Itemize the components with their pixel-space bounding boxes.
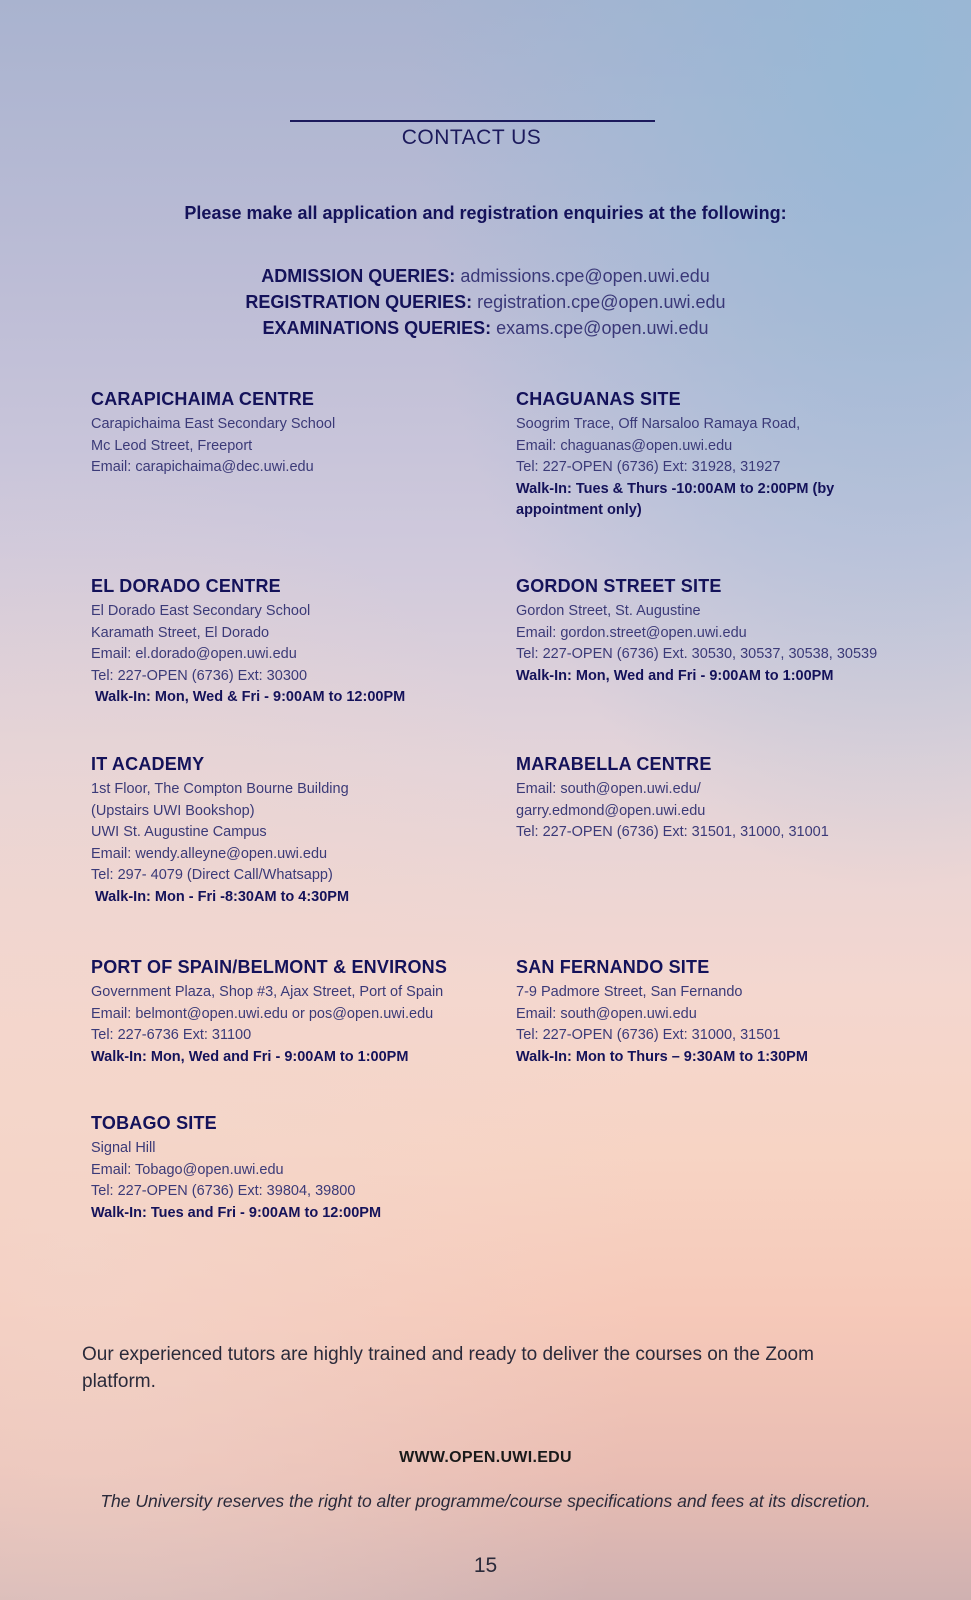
centre-phone: Tel: 227-6736 Ext: 31100 <box>91 1027 252 1043</box>
centre-phone: Tel: 227-OPEN (6736) Ext: 31501, 31000, 31001 <box>516 824 829 840</box>
centre-address: 7-9 Padmore Street, San Fernando <box>516 984 743 1000</box>
centre-eldorado <box>91 576 491 708</box>
disclaimer-text: The University reserves the right to alter programme/course specifications and fees at its discretion. <box>100 1491 871 1511</box>
query-examinations <box>0 315 971 341</box>
centre-title: MARABELLA CENTRE <box>516 754 712 774</box>
centre-email: Email: el.dorado@open.uwi.edu <box>91 646 297 662</box>
centre-phone: Tel: 227-OPEN (6736) Ext: 31928, 31927 <box>516 459 781 475</box>
query-admission <box>0 263 971 289</box>
query-registration <box>0 289 971 315</box>
heading-rule <box>290 120 655 122</box>
centre-address: Karamath Street, El Dorado <box>91 624 270 641</box>
centre-title: GORDON STREET SITE <box>516 576 722 596</box>
page-title: CONTACT US <box>401 126 542 149</box>
centre-address: Gordon Street, St. Augustine <box>516 603 701 619</box>
centre-address: Signal Hill <box>91 1140 156 1156</box>
centre-title: EL DORADO CENTRE <box>91 576 281 596</box>
centre-email: Email: carapichaima@dec.uwi.edu <box>91 459 314 475</box>
centre-tobago <box>91 1113 491 1224</box>
queries-list <box>0 263 971 341</box>
centre-title: TOBAGO SITE <box>91 1113 217 1133</box>
centre-email: Email: belmont@open.uwi.edu or pos@open.uwi.edu <box>91 1005 434 1022</box>
centre-marabella <box>516 754 916 844</box>
centre-address: El Dorado East Secondary School <box>91 603 311 619</box>
centre-title: SAN FERNANDO SITE <box>516 957 710 977</box>
centre-walkin: Walk-In: Mon - Fri -8:30AM to 4:30PM <box>91 888 350 905</box>
query-label: REGISTRATION QUERIES: <box>245 292 473 312</box>
page-number: 15 <box>473 1554 498 1577</box>
centre-email: Email: south@open.uwi.edu/ <box>516 781 701 797</box>
centre-email: garry.edmond@open.uwi.edu <box>516 802 706 819</box>
centre-title: IT ACADEMY <box>91 754 205 774</box>
centre-san-fernando <box>516 957 916 1068</box>
centre-walkin: Walk-In: Mon, Wed & Fri - 9:00AM to 12:00PM <box>91 689 406 705</box>
query-email[interactable]: admissions.cpe@open.uwi.edu <box>460 266 710 286</box>
centre-email: Email: Tobago@open.uwi.edu <box>91 1161 284 1178</box>
centre-walkin: Walk-In: Mon to Thurs – 9:30AM to 1:30PM <box>516 1048 808 1065</box>
centre-chaguanas <box>516 389 916 521</box>
centre-phone: Tel: 227-OPEN (6736) Ext. 30530, 30537, 30538, 30539 <box>516 646 878 662</box>
query-label: EXAMINATIONS QUERIES: <box>262 318 492 338</box>
centre-gordon-street <box>516 576 956 687</box>
centre-email: Email: gordon.street@open.uwi.edu <box>516 624 747 641</box>
intro-text: Please make all application and registration enquiries at the following: <box>184 203 787 223</box>
centre-address: Mc Leod Street, Freeport <box>91 437 253 454</box>
centre-address: (Upstairs UWI Bookshop) <box>91 802 255 819</box>
tutors-paragraph: Our experienced tutors are highly trained and ready to deliver the courses on the Zoom platform. <box>82 1344 814 1392</box>
centre-walkin: Walk-In: Tues & Thurs -10:00AM to 2:00PM (by appointment only) <box>516 480 835 518</box>
centre-title: PORT OF SPAIN/BELMONT & ENVIRONS <box>91 957 448 977</box>
centre-address: 1st Floor, The Compton Bourne Building <box>91 781 349 797</box>
centre-address: Government Plaza, Shop #3, Ajax Street, Port of Spain <box>91 984 444 1000</box>
centre-it-academy <box>91 754 491 908</box>
centre-address: UWI St. Augustine Campus <box>91 824 267 840</box>
centre-walkin: Walk-In: Tues and Fri - 9:00AM to 12:00PM <box>91 1204 382 1221</box>
centre-phone: Tel: 227-OPEN (6736) Ext: 39804, 39800 <box>91 1183 356 1199</box>
centre-address: Soogrim Trace, Off Narsaloo Ramaya Road, <box>516 416 801 432</box>
centre-email: Email: wendy.alleyne@open.uwi.edu <box>91 845 328 862</box>
centre-title: CARAPICHAIMA CENTRE <box>91 389 315 409</box>
website-link[interactable]: WWW.OPEN.UWI.EDU <box>399 1449 572 1466</box>
centre-title: CHAGUANAS SITE <box>516 389 681 409</box>
centre-email: Email: south@open.uwi.edu <box>516 1005 697 1022</box>
centre-port-of-spain <box>91 957 501 1068</box>
centre-phone: Tel: 227-OPEN (6736) Ext: 30300 <box>91 667 308 684</box>
query-email[interactable]: registration.cpe@open.uwi.edu <box>477 292 726 312</box>
centre-walkin: Walk-In: Mon, Wed and Fri - 9:00AM to 1:00PM <box>516 667 834 684</box>
centre-address: Carapichaima East Secondary School <box>91 416 336 432</box>
centre-carapichaima <box>91 389 491 479</box>
query-label: ADMISSION QUERIES: <box>261 266 456 286</box>
centre-phone: Tel: 227-OPEN (6736) Ext: 31000, 31501 <box>516 1027 781 1043</box>
query-email[interactable]: exams.cpe@open.uwi.edu <box>496 318 709 338</box>
centre-email: Email: chaguanas@open.uwi.edu <box>516 437 733 454</box>
centre-walkin: Walk-In: Mon, Wed and Fri - 9:00AM to 1:00PM <box>91 1048 409 1065</box>
centre-phone: Tel: 297- 4079 (Direct Call/Whatsapp) <box>91 867 333 883</box>
